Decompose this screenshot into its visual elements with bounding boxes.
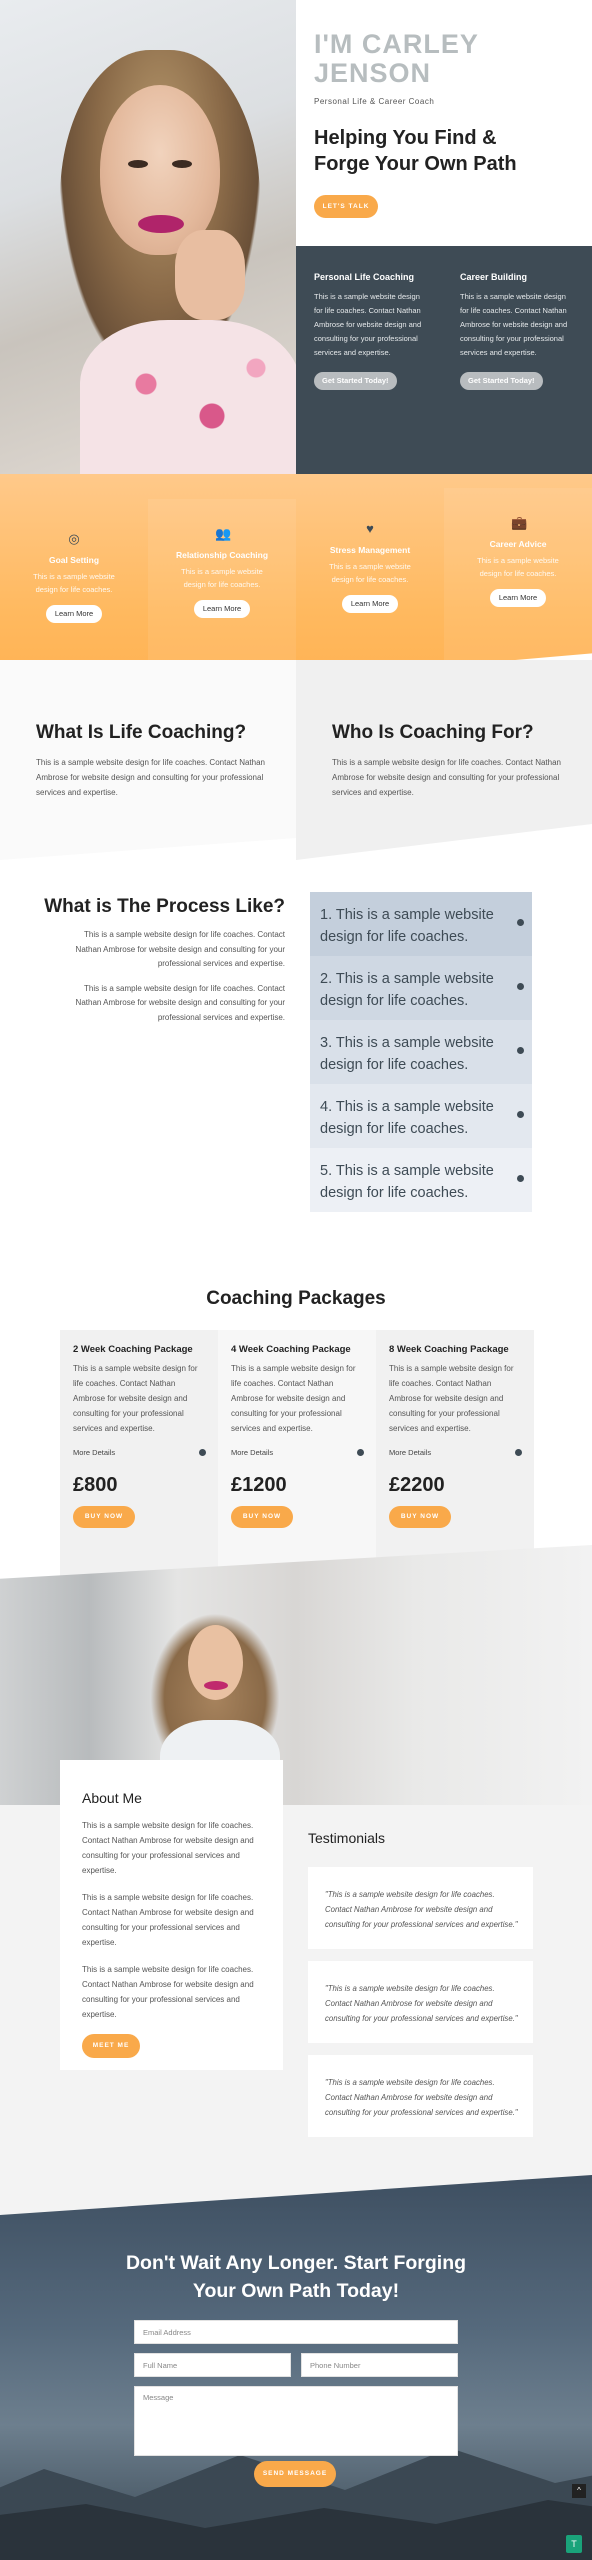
process-paragraph: This is a sample website design for life coaches. Contact Nathan Ambrose for website design and consulting for your professional services and expertise. <box>75 983 285 1022</box>
message-field[interactable]: Message <box>134 2386 458 2456</box>
hero-intro <box>296 0 592 246</box>
service-career-advice <box>444 488 592 688</box>
toggle-dot-icon <box>517 919 524 926</box>
column-title: Personal Life Coaching <box>314 272 415 282</box>
scroll-to-top-icon[interactable]: ^ <box>572 2484 586 2498</box>
process-step[interactable] <box>310 1020 532 1084</box>
service-text: This is a sample website design for life coaches. <box>477 556 559 578</box>
process-intro <box>40 896 285 1025</box>
hero-subtitle: Personal Life & Career Coach <box>314 97 435 106</box>
step-label: 2. This is a sample website design for life coaches. <box>320 971 494 1009</box>
service-text: This is a sample website design for life coaches. <box>33 572 115 594</box>
step-label: 1. This is a sample website design for life coaches. <box>320 907 494 945</box>
personal-coaching-column <box>296 246 444 474</box>
full-name-field[interactable]: Full Name <box>134 2353 291 2377</box>
learn-more-button[interactable]: Learn More <box>342 595 398 613</box>
send-message-button[interactable]: SEND MESSAGE <box>254 2461 336 2487</box>
process-paragraph: This is a sample website design for life coaches. Contact Nathan Ambrose for website design and consulting for your professional services and expertise. <box>75 930 285 968</box>
toggle-dot-icon <box>517 1047 524 1054</box>
buy-now-button[interactable]: BUY NOW <box>73 1506 135 1528</box>
meet-me-button[interactable]: MEET ME <box>82 2034 140 2058</box>
service-text: This is a sample website design for life coaches. <box>329 562 411 584</box>
process-step[interactable] <box>310 1084 532 1148</box>
about-paragraph: This is a sample website design for life coaches. Contact Nathan Ambrose for website design and consulting for your professional services and expertise. <box>82 1965 254 2019</box>
service-title: Goal Setting <box>48 555 100 565</box>
phone-number-field[interactable]: Phone Number <box>301 2353 458 2377</box>
coaching-info-section <box>0 660 592 860</box>
chat-widget-icon[interactable]: T <box>566 2535 582 2553</box>
learn-more-button[interactable]: Learn More <box>490 589 546 607</box>
process-step[interactable] <box>310 956 532 1020</box>
who-is-coaching-for-title: Who Is Coaching For? <box>332 722 534 743</box>
testimonial-card <box>308 2055 533 2137</box>
package-text: This is a sample website design for life coaches. Contact Nathan Ambrose for website design and consulting for your professional services and expertise. <box>231 1364 356 1433</box>
about-paragraph: This is a sample website design for life coaches. Contact Nathan Ambrose for website design and consulting for your professional services and expertise. <box>82 1821 254 1875</box>
about-paragraph: This is a sample website design for life coaches. Contact Nathan Ambrose for website design and consulting for your professional services and expertise. <box>82 1893 254 1947</box>
testimonials-title: Testimonials <box>308 1830 386 1846</box>
package-price: £2200 <box>389 1474 445 1496</box>
package-title: 8 Week Coaching Package <box>389 1344 509 1355</box>
package-title: 4 Week Coaching Package <box>231 1344 351 1355</box>
package-text: This is a sample website design for life coaches. Contact Nathan Ambrose for website design and consulting for your professional services and expertise. <box>389 1364 514 1433</box>
step-label: 5. This is a sample website design for life coaches. <box>320 1163 494 1201</box>
who-is-coaching-for-text: This is a sample website design for life coaches. Contact Nathan Ambrose for website design and consulting for your professional services and expertise. <box>332 758 562 797</box>
hero-headline: Helping You Find & Forge Your Own Path <box>314 127 517 175</box>
more-details-toggle[interactable]: More Details <box>231 1448 364 1458</box>
toggle-dot-icon <box>517 1111 524 1118</box>
contact-section <box>0 2175 592 2560</box>
column-title: Career Building <box>460 272 528 282</box>
briefcase-icon: 💼 <box>511 515 528 530</box>
package-price: £1200 <box>231 1474 287 1496</box>
toggle-dot-icon <box>517 1175 524 1182</box>
toggle-dot-icon <box>515 1449 522 1456</box>
testimonial-card <box>308 1961 533 2043</box>
column-text: This is a sample website design for life coaches. Contact Nathan Ambrose for website design and consulting for your professional services and expertise. <box>460 292 568 357</box>
column-text: This is a sample website design for life coaches. Contact Nathan Ambrose for website design and consulting for your professional services and expertise. <box>314 292 422 357</box>
hero-portrait-image <box>0 0 296 474</box>
email-field[interactable]: Email Address <box>134 2320 458 2344</box>
what-is-life-coaching-text: This is a sample website design for life coaches. Contact Nathan Ambrose for website design and consulting for your professional services and expertise. <box>36 758 266 797</box>
packages-title: Coaching Packages <box>206 1288 386 1309</box>
people-icon: 👥 <box>215 526 232 541</box>
heart-icon: ♥ <box>366 521 374 536</box>
learn-more-button[interactable]: Learn More <box>194 600 250 618</box>
about-card <box>60 1760 283 2070</box>
process-step[interactable] <box>310 892 532 956</box>
package-title: 2 Week Coaching Package <box>73 1344 193 1355</box>
career-building-column <box>444 246 592 474</box>
service-title: Career Advice <box>489 539 547 549</box>
toggle-dot-icon <box>357 1449 364 1456</box>
buy-now-button[interactable]: BUY NOW <box>389 1506 451 1528</box>
target-icon: ◎ <box>68 531 80 546</box>
testimonial-quote: "This is a sample website design for life coaches. Contact Nathan Ambrose for website design and consulting for your professional services and expertise." <box>325 1890 518 1929</box>
service-title: Stress Management <box>329 545 411 555</box>
packages-section <box>0 1250 592 1590</box>
testimonial-quote: "This is a sample website design for life coaches. Contact Nathan Ambrose for website design and consulting for your professional services and expertise." <box>325 1984 518 2023</box>
process-step[interactable] <box>310 1148 532 1212</box>
more-details-toggle[interactable]: More Details <box>73 1448 206 1458</box>
hero-name: I'M CARLEY JENSON <box>314 29 479 88</box>
step-label: 4. This is a sample website design for life coaches. <box>320 1099 494 1137</box>
about-section <box>0 1545 592 2205</box>
about-title: About Me <box>82 1790 142 1806</box>
package-text: This is a sample website design for life coaches. Contact Nathan Ambrose for website design and consulting for your professional services and expertise. <box>73 1364 198 1433</box>
package-price: £800 <box>73 1474 118 1496</box>
lets-talk-button[interactable]: LET'S TALK <box>314 195 378 218</box>
what-is-life-coaching-title: What Is Life Coaching? <box>36 722 247 743</box>
learn-more-button[interactable]: Learn More <box>46 605 102 623</box>
service-text: This is a sample website design for life coaches. <box>181 567 263 589</box>
hero-section <box>0 0 592 474</box>
toggle-dot-icon <box>517 983 524 990</box>
more-details-toggle[interactable]: More Details <box>389 1448 522 1458</box>
step-label: 3. This is a sample website design for life coaches. <box>320 1035 494 1073</box>
toggle-dot-icon <box>199 1449 206 1456</box>
contact-headline: Don't Wait Any Longer. Start Forging Your Own Path Today! <box>125 2252 467 2302</box>
get-started-button[interactable]: Get Started Today! <box>460 372 543 390</box>
testimonial-card <box>308 1867 533 1949</box>
process-section <box>0 860 592 1250</box>
get-started-button[interactable]: Get Started Today! <box>314 372 397 390</box>
buy-now-button[interactable]: BUY NOW <box>231 1506 293 1528</box>
testimonial-quote: "This is a sample website design for life coaches. Contact Nathan Ambrose for website design and consulting for your professional services and expertise." <box>325 2078 518 2117</box>
service-title: Relationship Coaching <box>175 550 269 560</box>
process-steps-accordion <box>310 892 532 1212</box>
process-title: What is The Process Like? <box>44 896 285 917</box>
hero-services-panel <box>296 246 592 474</box>
